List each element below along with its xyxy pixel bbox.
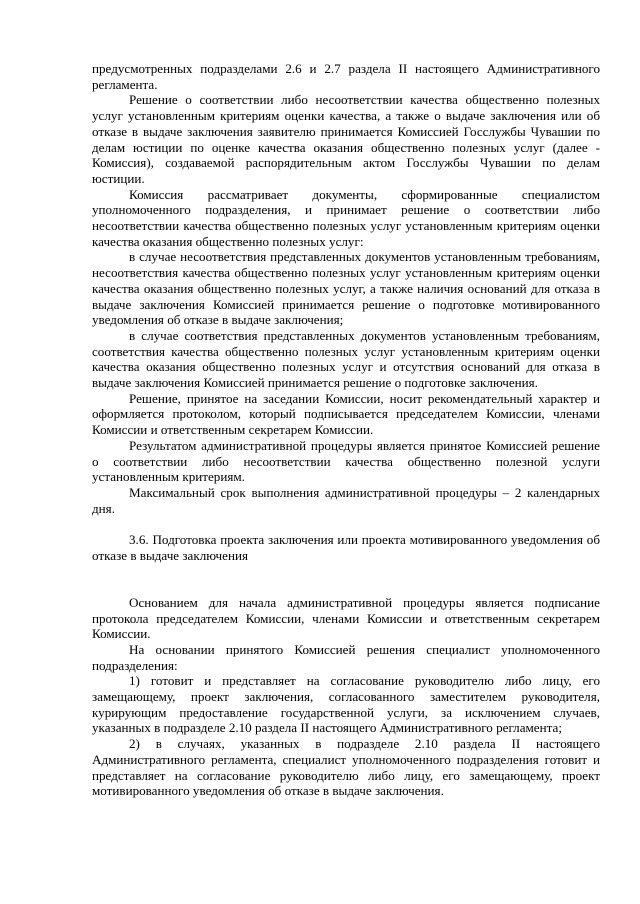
paragraph-specialist-actions: На основании принятого Комиссией решения специалист уполномоченного подразделения: — [92, 641, 600, 673]
paragraph-commission-decision: Решение о соответствии либо несоответствии качества общественно полезных услуг установленным критериям оценки качества, а также о выдаче заключения или об отказе в выдаче заключения заявителю принимается Комиссией Госслужбы Чувашии по делам юстиции по оценке качества оказания общественно полезных услуг (далее - Комиссия), создаваемой распорядительным актом Госслужбы Чувашии по делам юстиции. — [92, 92, 600, 186]
paragraph-continuation: предусмотренных подразделами 2.6 и 2.7 раздела II настоящего Административного регламента. — [92, 61, 600, 92]
paragraph-commission-review: Комиссия рассматривает документы, сформированные специалистом уполномоченного подразделения, и принимает решение о соответствии либо несоответствии качества общественно полезных услуг установленным критериям оценки качества оказания общественно полезных услуг: — [92, 186, 600, 249]
paragraph-decision-protocol: Решение, принятое на заседании Комиссии, носит рекомендательный характер и оформляется протоколом, который подписывается председателем Комиссии, членами Комиссии и ответственным секретарем Комиссии. — [92, 390, 600, 438]
list-item-1: 1) готовит и представляет на согласование руководителю либо лицу, его замещающему, проект заключения, согласованного заместителем руководителя, курирующим предоставление государственной услуги, за исключением случаев, указанных в подразделе 2.10 раздела II настоящего Административного регламента; — [92, 673, 600, 736]
document-page — [92, 61, 600, 799]
paragraph-case-nonconformity: в случае несоответствия представленных документов установленным требованиям, несоответствия качества общественно полезных услуг установленным критериям оценки качества оказания общественно полезных услуг, а также наличия оснований для отказа в выдаче заключения Комиссией принимается решение о подготовке мотивированного уведомления об отказе в выдаче заключения; — [92, 249, 600, 328]
section-heading-3-6: 3.6. Подготовка проекта заключения или проекта мотивированного уведомления об отказе в выдаче заключения — [92, 532, 600, 564]
paragraph-max-term: Максимальный срок выполнения административной процедуры – 2 календарных дня. — [92, 484, 600, 516]
paragraph-basis: Основанием для начала административной процедуры является подписание протокола председателем Комиссии, членами Комиссии и ответственным секретарем Комиссии. — [92, 594, 600, 642]
paragraph-procedure-result: Результатом административной процедуры является принятое Комиссией решение о соответствии либо несоответствии качества общественно полезной услуги установленным критериям. — [92, 437, 600, 485]
list-item-2: 2) в случаях, указанных в подразделе 2.10 раздела II настоящего Административного регламента, специалист уполномоченного подразделения готовит и представляет на согласование руководителю либо лицу, его замещающему, проект мотивированного уведомления об отказе в выдаче заключения. — [92, 736, 600, 799]
paragraph-case-conformity: в случае соответствия представленных документов установленным требованиям, соответствия качества общественно полезных услуг установленным критериям оценки качества оказания общественно полезных услуг и отсутствия оснований для отказа в выдаче заключения Комиссией принимается решение о подготовке заключения. — [92, 327, 600, 391]
